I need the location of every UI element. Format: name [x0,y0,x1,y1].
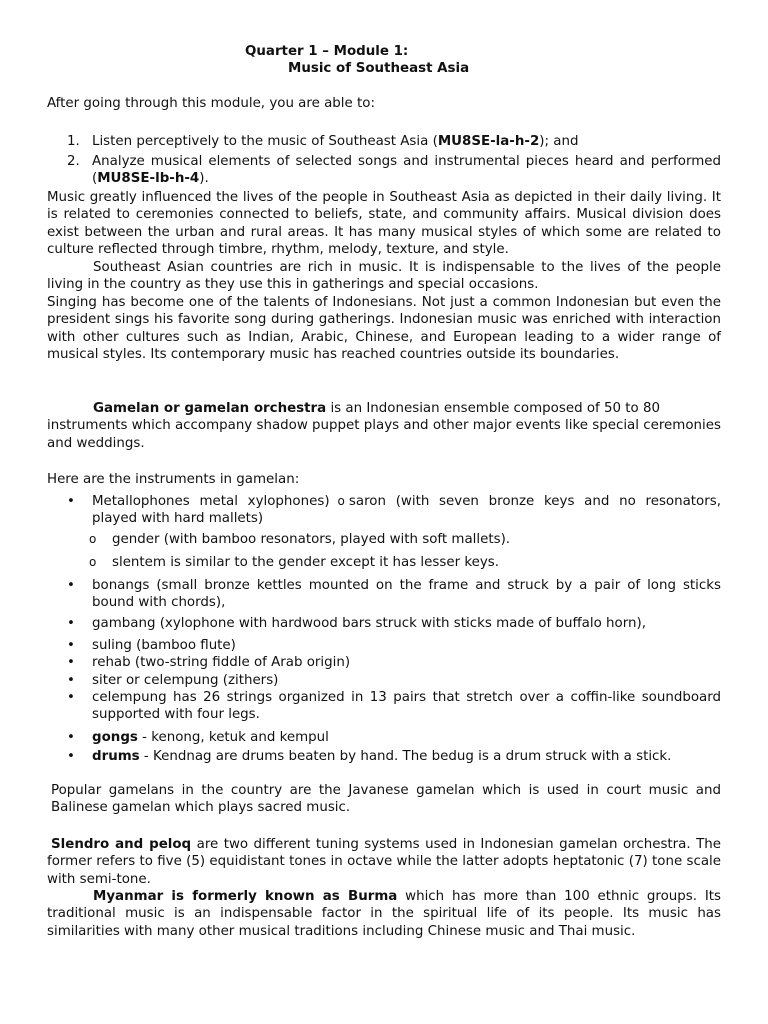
module-subtitle: Music of Southeast Asia [288,61,470,76]
sub-bullet-icon: o [337,494,345,508]
list-item: • Metallophones metal xylophones) o saron (with seven bronze keys and no resonators, played with hard mallets) [67,494,721,527]
bullet-icon: • [67,616,75,631]
paragraph-gamelan: Gamelan or gamelan orchestra is an Indonesian ensemble composed of 50 to 80 instruments which accompany shadow puppet plays and other major events like special ceremonies and weddings. [47,401,721,451]
list-item: • gambang (xylophone with hardwood bars struck with sticks made of buffalo horn), [67,616,646,631]
list-number: 2. [67,154,80,169]
sub-bullet-icon: o [89,555,97,569]
bullet-icon: • [67,655,75,670]
paragraph-popular-gamelans: Popular gamelans in the country are the Javanese gamelan which is used in court music and Balinese gamelan which plays sacred music. [51,783,721,816]
list-item: • siter or celempung (zithers) [67,673,279,688]
bullet-icon: • [67,690,75,705]
list-item: • gongs - kenong, ketuk and kempul [67,730,329,745]
paragraph-southeast-asia: Southeast Asian countries are rich in music. It is indispensable to the lives of the people living in the country as they use this in gatherings and special occasions. [47,260,721,293]
bullet-icon: • [67,638,75,653]
bullet-icon: • [67,749,75,764]
gongs-term: gongs [92,730,138,745]
list-item: • bonangs (small bronze kettles mounted on the frame and struck by a pair of long sticks bound with chords), [67,578,721,611]
competency-code: MU8SE-lb-h-4 [97,171,200,187]
list-item: • suling (bamboo flute) [67,638,236,653]
intro-text: After going through this module, you are able to: [47,96,375,111]
list-item: • celempung has 26 strings organized in 13 pairs that stretch over a coffin-like soundboard supported with four legs. [67,690,721,723]
sub-bullet-icon: o [89,532,97,546]
competency-code: MU8SE-la-h-2 [437,134,540,149]
paragraph-music-influence: Music greatly influenced the lives of the people in Southeast Asia as depicted in their daily living. It is related to ceremonies connected to beliefs, state, and community affairs. Musical division does exist between the urban and rural areas. It has many musical styles of which some are related to culture reflected through timbre, rhythm, melody, texture, and style. [47,190,721,258]
bullet-icon: • [67,730,75,745]
instruments-intro: Here are the instruments in gamelan: [47,472,300,487]
slendro-term: Slendro and peloq [51,837,192,852]
list-item: • rehab (two-string fiddle of Arab origin) [67,655,351,670]
myanmar-term: Myanmar is formerly known as Burma [93,889,398,904]
drums-term: drums [92,749,140,764]
objective-item: 2. Analyze musical elements of selected songs and instrumental pieces heard and performed (MU8SE-lb-h-4). [67,154,721,187]
sub-list-item: o slentem is similar to the gender except it has lesser keys. [89,555,500,570]
module-title: Quarter 1 – Module 1: [245,44,409,59]
bullet-icon: • [67,673,75,688]
bullet-icon: • [67,578,75,593]
sub-list-item: o gender (with bamboo resonators, played with soft mallets). [89,532,511,547]
gamelan-term: Gamelan or gamelan orchestra [93,401,327,416]
paragraph-tuning-systems: Slendro and peloq are two different tuning systems used in Indonesian gamelan orchestra. The former refers to five (5) equidistant tones in octave while the latter adopts heptatonic (7) tone scale with semi-tone. [47,837,722,887]
objective-item: 1. Listen perceptively to the music of Southeast Asia (MU8SE-la-h-2); and [67,134,579,149]
paragraph-myanmar: Myanmar is formerly known as Burma which has more than 100 ethnic groups. Its traditional music is an indispensable factor in the spiritual life of its people. Its music has similarities with many other musical traditions including Chinese music and Thai music. [47,889,721,939]
list-number: 1. [67,134,80,149]
paragraph-singing: Singing has become one of the talents of Indonesians. Not just a common Indonesian but even the president sings his favorite song during gatherings. Indonesian music was enriched with interaction with other cultures such as Indian, Arabic, Chinese, and European leading to a wider range of musical styles. Its contemporary music has reached countries outside its boundaries. [47,295,721,363]
bullet-icon: • [67,494,75,509]
list-item: • drums - Kendnag are drums beaten by hand. The bedug is a drum struck with a stick. [67,749,672,764]
